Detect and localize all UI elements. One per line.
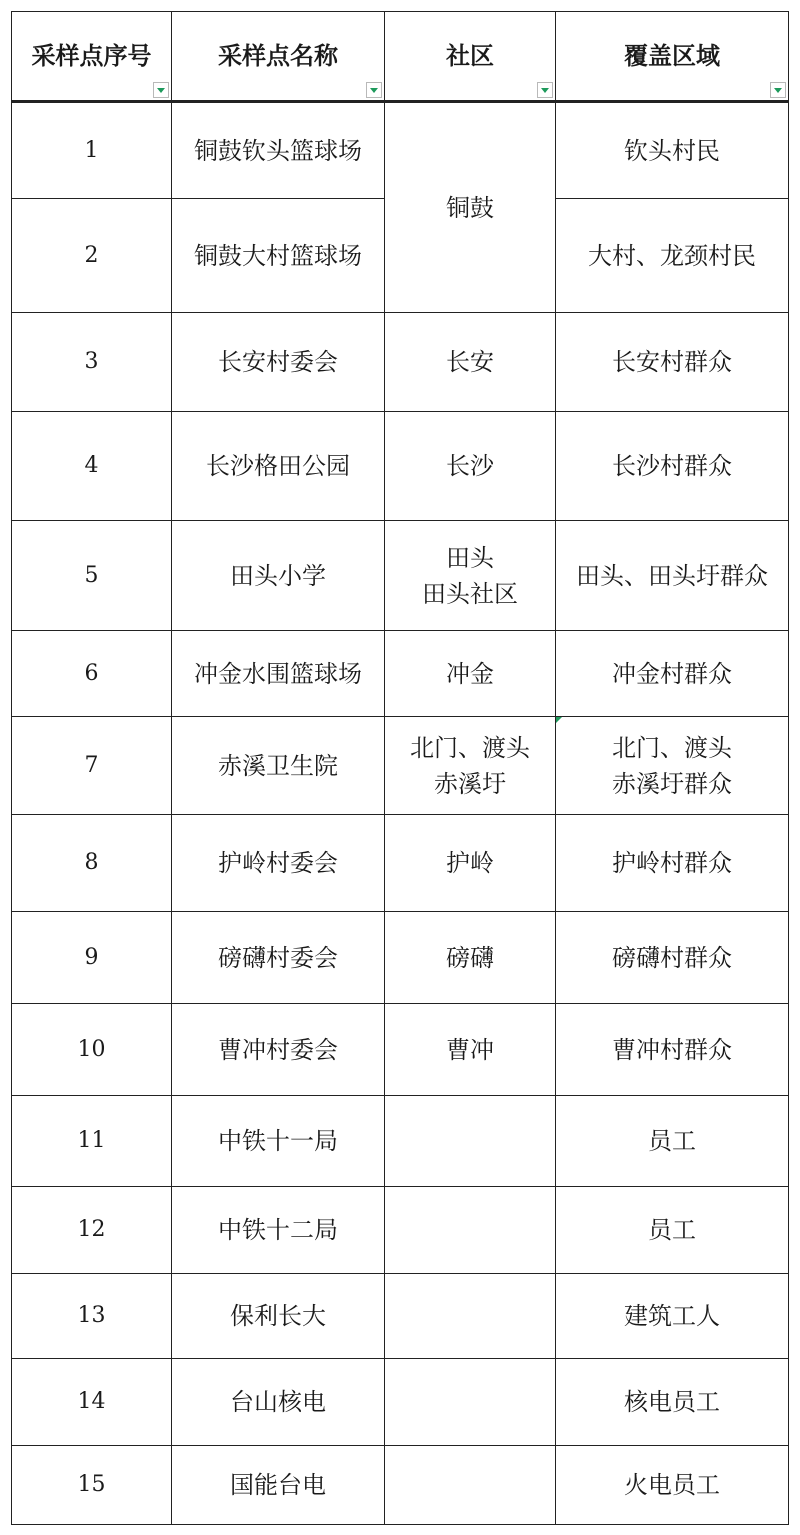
- table-row: [12, 102, 789, 199]
- coverage-cell: [556, 313, 789, 412]
- seq-cell: 12: [12, 1187, 172, 1274]
- seq-cell: 6: [12, 631, 172, 717]
- coverage-cell: [556, 102, 789, 199]
- seq-cell: 3: [12, 313, 172, 412]
- coverage-text: 长沙村群众: [612, 452, 732, 480]
- coverage-text: 员工: [648, 1216, 696, 1244]
- community-cell: [385, 1274, 556, 1359]
- coverage-cell: [556, 912, 789, 1004]
- coverage-text: 北门、渡头: [612, 733, 732, 762]
- cell-comment-marker: [556, 717, 562, 723]
- name-cell: 中铁十一局: [172, 1096, 385, 1187]
- name-cell: 冲金水围篮球场: [172, 631, 385, 717]
- coverage-text: 钦头村民: [624, 136, 720, 165]
- community-text: 长沙: [446, 452, 494, 480]
- name-cell: 铜鼓钦头篮球场: [172, 102, 385, 199]
- table-row: [12, 1096, 789, 1187]
- community-cell: [385, 1359, 556, 1446]
- coverage-cell: [556, 717, 789, 815]
- coverage-cell: [556, 1187, 789, 1274]
- filter-dropdown-icon[interactable]: [770, 82, 786, 98]
- header-name-label: 采样点名称: [218, 41, 338, 70]
- name-cell: 磅礴村委会: [172, 912, 385, 1004]
- coverage-text: 大村、龙颈村民: [588, 241, 756, 270]
- community-cell: [385, 412, 556, 521]
- community-text: 铜鼓: [446, 193, 494, 222]
- coverage-text: 员工: [648, 1127, 696, 1155]
- community-text: 赤溪圩: [434, 769, 506, 798]
- seq-cell: 11: [12, 1096, 172, 1187]
- name-cell: 台山核电: [172, 1359, 385, 1446]
- community-cell: [385, 521, 556, 631]
- coverage-text: 建筑工人: [624, 1302, 720, 1330]
- header-coverage-label: 覆盖区域: [624, 41, 720, 70]
- coverage-text: 火电员工: [624, 1471, 720, 1499]
- community-text: 护岭: [446, 849, 494, 877]
- community-cell: [385, 815, 556, 912]
- coverage-text: 核电员工: [624, 1388, 720, 1416]
- community-text: 曹冲: [446, 1035, 494, 1064]
- community-cell: [385, 1187, 556, 1274]
- community-cell: [385, 102, 556, 313]
- table-row: [12, 815, 789, 912]
- name-cell: 赤溪卫生院: [172, 717, 385, 815]
- table-row: [12, 912, 789, 1004]
- coverage-text: 曹冲村群众: [612, 1035, 732, 1064]
- table-row: [12, 1004, 789, 1096]
- table-row: [12, 1274, 789, 1359]
- filter-dropdown-icon[interactable]: [366, 82, 382, 98]
- community-cell: [385, 1004, 556, 1096]
- coverage-text: 田头、田头圩群众: [576, 561, 768, 590]
- name-cell: 护岭村委会: [172, 815, 385, 912]
- coverage-text: 冲金村群众: [612, 659, 732, 688]
- seq-cell: 7: [12, 717, 172, 815]
- name-cell: 长安村委会: [172, 313, 385, 412]
- header-seq-label: 采样点序号: [31, 41, 152, 70]
- name-cell: 中铁十二局: [172, 1187, 385, 1274]
- community-cell: [385, 631, 556, 717]
- community-cell: [385, 717, 556, 815]
- seq-cell: 5: [12, 521, 172, 631]
- sampling-points-table: [11, 11, 789, 1525]
- table-row: [12, 412, 789, 521]
- coverage-text: 磅礴村群众: [612, 943, 732, 972]
- coverage-cell: [556, 521, 789, 631]
- filter-dropdown-icon[interactable]: [153, 82, 169, 98]
- coverage-text: 护岭村群众: [612, 849, 732, 877]
- seq-cell: 15: [12, 1446, 172, 1525]
- community-cell: [385, 912, 556, 1004]
- table-row: [12, 631, 789, 717]
- name-cell: 保利长大: [172, 1274, 385, 1359]
- seq-cell: 14: [12, 1359, 172, 1446]
- header-community-label: 社区: [446, 41, 494, 70]
- seq-cell: 2: [12, 199, 172, 313]
- name-cell: 长沙格田公园: [172, 412, 385, 521]
- coverage-cell: [556, 1274, 789, 1359]
- coverage-cell: [556, 1446, 789, 1525]
- name-cell: 铜鼓大村篮球场: [172, 199, 385, 313]
- seq-cell: 1: [12, 102, 172, 199]
- coverage-text: 赤溪圩群众: [612, 769, 732, 798]
- coverage-cell: [556, 412, 789, 521]
- name-cell: 田头小学: [172, 521, 385, 631]
- filter-dropdown-icon[interactable]: [537, 82, 553, 98]
- community-cell: [385, 313, 556, 412]
- coverage-cell: [556, 815, 789, 912]
- seq-cell: 10: [12, 1004, 172, 1096]
- header-name: [172, 12, 385, 102]
- header-community: [385, 12, 556, 102]
- seq-cell: 9: [12, 912, 172, 1004]
- table-row: [12, 313, 789, 412]
- community-text: 长安: [446, 348, 494, 376]
- seq-cell: 4: [12, 412, 172, 521]
- coverage-cell: [556, 1359, 789, 1446]
- seq-cell: 8: [12, 815, 172, 912]
- community-text: 田头: [446, 543, 494, 572]
- coverage-cell: [556, 631, 789, 717]
- coverage-cell: [556, 199, 789, 313]
- name-cell: 曹冲村委会: [172, 1004, 385, 1096]
- coverage-cell: [556, 1004, 789, 1096]
- community-text: 冲金: [446, 659, 494, 688]
- community-cell: [385, 1096, 556, 1187]
- table-row: [12, 1446, 789, 1525]
- table-row: [12, 717, 789, 815]
- header-seq: [12, 12, 172, 102]
- header-coverage: [556, 12, 789, 102]
- community-text: 磅礴: [446, 943, 494, 972]
- header-row: [12, 12, 789, 102]
- table-row: [12, 521, 789, 631]
- community-text: 田头社区: [422, 579, 518, 608]
- seq-cell: 13: [12, 1274, 172, 1359]
- community-cell: [385, 1446, 556, 1525]
- name-cell: 国能台电: [172, 1446, 385, 1525]
- table-row: [12, 1359, 789, 1446]
- coverage-cell: [556, 1096, 789, 1187]
- table-row: [12, 1187, 789, 1274]
- coverage-text: 长安村群众: [612, 348, 732, 376]
- community-text: 北门、渡头: [410, 733, 530, 762]
